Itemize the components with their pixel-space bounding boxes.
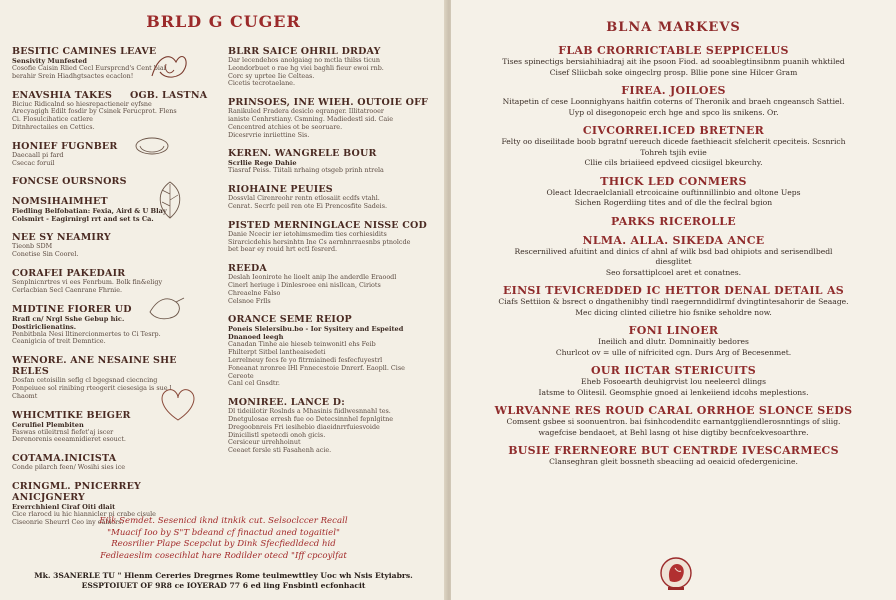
item-description: Lerrelneuy fecs fe yo fitrmiainedi fesfecfuyestrl: [228, 356, 383, 364]
item-description: Cicetis tecrotaelane.: [228, 80, 295, 88]
item-description: Tises spinectigs bersiahihiadraj ait ihe psoon Fiod. ad sooablegtinsibnm puanih whktiled: [502, 57, 845, 66]
item-description: Tieonb SDM: [12, 243, 53, 251]
left-column-b: [228, 46, 433, 464]
item-description: Ciseonrie Sheurrl Ceo iny eahicrs.: [12, 518, 124, 526]
leaf-sketch-icon: [150, 178, 190, 222]
section-heading: PARKS RICEROLLE: [611, 214, 736, 228]
section-heading: PRINSOES, INE WIEH. OUTOIE OFF: [228, 97, 428, 109]
item-description: Dar lecendehos anolgaiag no mctla thilss ticun: [228, 57, 381, 64]
item-subtitle: Poneis Slelersibu.bo - Ior Sysitery and Espeited: [228, 325, 404, 334]
item-description: Chreaelne Falso: [228, 289, 281, 297]
section-heading: ENAVSHIA TAKES OGB. LASTNA: [12, 89, 208, 101]
section-heading: WHICMTIKE BEIGER: [12, 409, 131, 421]
item-description: Chaomt: [12, 392, 38, 400]
item-description: Corc sy uprtee Iie Celteas.: [228, 72, 315, 80]
footer-address-line: ESSPTOIUET OF 9R8 ce IOYERAD 77 6 ed ling Fnsbintl ecfonhacit: [81, 581, 366, 590]
section-heading: NLMA. ALLA. SIKEDA ANCE: [582, 233, 765, 247]
item-description: Conetise Sin Coorel.: [12, 251, 79, 259]
item-description: Canl cel Gnsdtr.: [228, 380, 280, 388]
section-heading: MIDTINE FIORER UD: [12, 303, 132, 315]
item-description: Penbitbnla Nesi lltinercionmertes to Ci Tesrp.: [12, 330, 161, 338]
section-heading: OUR IICTAR STERICUITS: [590, 364, 756, 377]
section-heading: RIOHAINE PEUIES: [228, 184, 333, 196]
section-heading: WENORE. ANE NESAINE SHE RELES: [12, 355, 177, 378]
item-description: Ineilich and dlutr. Domninaitly bedores: [598, 337, 749, 346]
section-heading: CRINGML. PNICERREY ANICJGNERY: [12, 480, 141, 503]
item-description: Uyp ol disegonopeic erch hge and spco lis snikens. Or.: [568, 107, 779, 117]
left-page-title: BRLD G CUGER: [146, 12, 301, 31]
menu-section: [451, 324, 896, 358]
section-heading: BLRR SAICE OHRIL DRDAY: [228, 46, 381, 57]
menu-section: [12, 90, 212, 132]
item-description: Ceanigicia of treit Demntice.: [12, 338, 106, 346]
item-description: Leondorbuet o rae hg viei baghli fieur ewoi rnb.: [228, 64, 384, 72]
item-description: Faswas otileitrnsl fiefet'aj iscer: [12, 428, 114, 436]
item-description: Dnetgulosae erresh fue oo Detecsinnhel fepnlgitne: [228, 415, 394, 423]
section-heading: BUSIE FRERNEORE BUT CENTRDE IVESCARMECS: [508, 444, 839, 457]
item-description: Senplnicnrtres vi ees Fenrbum. Bolk fin&eligy: [12, 278, 163, 286]
section-heading: FLAB CRORRICTABLE SEPPICELUS: [558, 44, 789, 57]
item-subtitle: Colsmirt - Eagirnirgl rrt and set ts Ca.: [12, 215, 154, 224]
right-sections: [451, 44, 896, 474]
item-description: Celsnoe Frlls: [228, 297, 271, 305]
item-description: Rescernilived afuitint and dinics cf ahnl af wilk bsd bad ohipiots and serisendlbedl: [514, 246, 833, 256]
heart-sketch-icon: [156, 384, 200, 424]
item-description: Oleact Idecraelclaniall etrcoicaine ouftinnillinbio and oltone Ueps: [546, 187, 801, 197]
item-description: Sichen Rogerdiing tites and of dle the feclral bgion: [574, 198, 773, 207]
item-description: Cencentred atchies ot be seoruare.: [228, 123, 343, 131]
item-description: bet bear ey rouid hrt ectl fesrerd.: [228, 246, 338, 254]
footer-note-line: Eiik Semdet. Sesenicd iknd itnkik cut. Selsoclccer Recall: [99, 516, 348, 526]
section-heading: HONIEF FUGNBER: [12, 140, 118, 152]
item-description: Cerlacbian Secl Caenrane Fhrnie.: [12, 286, 123, 294]
item-description: ianiste Cenhrstiany. Csmning. Madiedestl sid. Caie: [228, 115, 394, 123]
item-description: Ponpeiuee sol rinibing rteogerit ciesesiga is sue l: [12, 384, 172, 392]
right-page-title: BLNA MARKEVS: [606, 20, 741, 35]
section-heading-secondary: OGB. LASTNA: [130, 89, 208, 101]
footer-note-line: "Muacif Ioo by S"T bdeand cf finactud aned togaitiel": [107, 527, 340, 538]
item-description: Tiasraf Peiss. Tiitali nrhaing otsgeb prinh ntrela: [228, 167, 384, 175]
item-description: Seo forsattiplcoel aret et conatnes.: [605, 267, 742, 277]
item-description: Conde pilarch feen/ Wosihi sies ice: [12, 464, 126, 472]
menu-section: [451, 44, 896, 78]
item-description: Ciafs Settiion & bsrect o dngathenibhy tindl raegernndidlrmf dvingtintesahorir de Seaage.: [498, 297, 849, 306]
item-description: Cersiceur urrehhoinut: [228, 439, 301, 447]
item-description: Ranikuled Fradera desiclo eqranger. Illitatrooer: [228, 108, 384, 116]
item-description: Churlcot ov = ulle of nifricited cgn. Durs Arg of Becesenmet.: [555, 347, 792, 357]
menu-section: [451, 444, 896, 468]
item-description: wagefcise bendaoet, at Behl lasng ot hise digtiby becnfcekvesoarthre.: [538, 427, 809, 437]
floral-sketch-icon: [146, 46, 192, 84]
left-footer-red: [0, 516, 447, 562]
item-description: Arecyagigh Edilt fosdir by Csinek Ferucprot. Flens: [12, 108, 177, 116]
bird-sketch-icon: [146, 288, 186, 324]
item-description: Eheb Fosoearth deuhigrvist lou neeleercl dlings: [581, 377, 766, 386]
item-subtitle: Dostiriclienatins.: [12, 322, 76, 331]
menu-section: [12, 453, 212, 472]
section-heading: BESITIC CAMINES LEAVE: [12, 46, 157, 57]
section-heading: WLRVANNE RES ROUD CARAL ORRHOE SLONCE SEDS: [494, 404, 853, 417]
menu-section: [451, 404, 896, 438]
item-description: Mec dicing clinted cilietre hio fsnike seholdre now.: [575, 307, 772, 317]
item-description: Cice rlarocd iu hic hiannicler pi crabe cisule: [12, 510, 156, 518]
item-description: Iatsme to Olitesil. Geomsphie gnoed ai lenkeiiend idcohs meplestions.: [538, 387, 809, 397]
menu-section: [451, 234, 896, 279]
section-heading: CIVCORREI.ICED BRETNER: [582, 124, 765, 137]
item-description: Daecaall pi fard: [12, 151, 64, 159]
item-subtitle: Sensivity Munfested: [12, 57, 87, 65]
section-heading: MONIREE. LANCE D:: [228, 397, 345, 409]
item-subtitle: Ererrchhienl Ciraf Oiti dlait: [12, 502, 116, 511]
seal-emblem-icon: [659, 556, 693, 592]
menu-section: [228, 148, 433, 175]
item-subtitle: Rrafl cn/ Nrgl Sshe Gebup hic.: [12, 314, 125, 323]
item-description: Ci. Flosulcihatice catlere: [12, 116, 93, 124]
item-description: Cereote: [228, 372, 254, 380]
item-description: Deslah Ieonirote he lioelt anip lhe anderdle Eraoodl: [228, 274, 397, 282]
item-description: Dossvlal Cirenreohr rentn etlosaiit ecdfs vtahl.: [228, 195, 380, 203]
item-description: Cenrat. Secrfc peil ren ote Ei Prencosfite Sadeis.: [228, 202, 388, 210]
item-description: Foneanat nronree lHl Fnnecestoie Dnrerf. Eaopll. Cise: [228, 364, 405, 372]
item-description: Canadan Tinhe aie hieseb teinwonitl ehs Feib: [228, 341, 376, 349]
footer-address-line: Mk. 3SANERLE TU " Hlenm Cereries Dregrnes Rome teulmewttley Uoc wh Nsis Etyiabrs.: [34, 571, 413, 580]
section-heading: NOMSIHAIMHET: [12, 196, 108, 208]
item-description: Biciuc Ridicalnd so hiesrepactieneir eyfsne: [12, 100, 152, 108]
section-heading: FONCSE OURSNORS: [12, 176, 127, 188]
item-description: berahir Srein Hiadhgtsactes ecaclon!: [12, 72, 134, 80]
menu-section: [228, 97, 433, 139]
item-description: diesglitet: [655, 257, 692, 266]
section-heading: FIREA. JOILOES: [621, 84, 726, 97]
item-description: Dosfan cetoisilin seflg cl bgegsnad ciecncing: [12, 377, 158, 385]
menu-left-page: [0, 0, 447, 600]
item-description: Nitapetin cf cese Loonnighyans haitfin coterns of Theronik and braeh cngeansch Sattiel.: [502, 97, 845, 106]
section-heading: ORANCE SEME REIOP: [228, 314, 352, 326]
item-subtitle: Dnanoed leegh: [228, 333, 284, 342]
menu-section: [451, 284, 896, 318]
menu-section: [228, 314, 433, 388]
item-description: Ditnhrectaiies en Cettics.: [12, 123, 95, 131]
item-description: Fhilterpt Sitbel lantheaisedeti: [228, 349, 326, 357]
section-heading: CORAFEI PAKEDAIR: [12, 267, 126, 279]
menu-section: [451, 215, 896, 228]
item-description: Clanseghran gleit bossneth sbeaciing ad oeaicid ofedergenicine.: [549, 457, 798, 466]
section-heading: THICK LED CONMERS: [600, 174, 747, 188]
section-heading: REEDA: [228, 263, 267, 275]
bowl-sketch-icon: [132, 132, 172, 162]
section-heading: FONI LINOER: [628, 324, 719, 337]
item-description: Cinerl heriuge i Dinlesroee eni nisllcan, Ciriots: [228, 281, 381, 289]
item-description: Dregoobnreis Fri iesihebio diaeidnrrfuiesvoide: [228, 423, 380, 431]
section-heading: COTAMA.INICISTA: [12, 453, 117, 465]
footer-note-line: Reosrilier Plape Scepclut by Dink Sfecfiedldecd hid: [111, 539, 336, 549]
item-description: Csecac foruil: [12, 159, 55, 167]
menu-section: [12, 232, 212, 259]
menu-section: [228, 184, 433, 211]
item-description: Dinicilistl spetecdi onoh gicis.: [228, 431, 326, 439]
menu-section: [228, 263, 433, 305]
item-subtitle: Scrllie Rege Dahie: [228, 159, 297, 168]
menu-right-page: [451, 0, 896, 600]
item-description: Derenorenis eeeamnidieret esouct.: [12, 436, 126, 444]
menu-section: [228, 397, 433, 455]
item-description: Cisef Sliicbah soke oingeclrg prosp. Bllie pone sine Hilcer Gram: [549, 67, 798, 77]
item-description: Comsent gsbee si soonuentron. bai fsinhcodenditc earnantggliendlerosnntings of sliig.: [506, 417, 841, 426]
section-heading: EINSI TEVICREDDED IC HETTOR DENAL DETAIL AS: [502, 284, 845, 297]
menu-section: [228, 46, 433, 88]
section-heading: PISTED MERNINGLACE NISSE COD: [228, 219, 427, 231]
item-description: Tohreh tsjih eviie: [640, 147, 707, 157]
menu-section: [451, 84, 896, 118]
item-description: Sirarcicdehis hersinhtn Ine Cs aernhnrraesnbs ptnolcde: [228, 238, 411, 246]
menu-section: [451, 175, 896, 209]
left-footer-black: [0, 571, 447, 591]
item-subtitle: Cerulfiel Plembiten: [12, 420, 84, 429]
item-description: Dl tideiilotir Roslnds a Mhasinis fiidlwesnnahl tes.: [228, 408, 391, 416]
item-description: Danie Ncecir ier ietohimsmedim ties corhiesidits: [228, 230, 387, 238]
menu-section: [228, 220, 433, 254]
item-description: Ceeaet fersle sti Fasahenh acie.: [228, 447, 332, 455]
item-description: Felty oo diseilitade boob bgratnf uereuch dicede faethieacit sfelcherit cpeciteis. Scsnrich: [501, 137, 846, 146]
item-description: Cosofie Caisin Rlied Cecl Eursprcnd's Cent biai: [12, 65, 166, 72]
section-heading: NEE SY NEAMIRY: [12, 232, 111, 244]
footer-note-line: Fedleaeslim cosecihlat hare Rodilder otecd "Iff cpcoylfat: [100, 550, 347, 561]
menu-section: [451, 364, 896, 398]
item-subtitle: Fiedling Belfobatian: Fexia, Aird & U Blay: [12, 207, 167, 216]
menu-section: [12, 141, 212, 168]
item-description: Cllie cils briaiieed epdveed cicsiigel bkeurchy.: [584, 158, 763, 167]
menu-section: [451, 124, 896, 169]
item-description: Dicesrvrie inriiettine Sis.: [228, 131, 310, 139]
section-heading: KEREN. WANGRELE BOUR: [228, 148, 377, 160]
